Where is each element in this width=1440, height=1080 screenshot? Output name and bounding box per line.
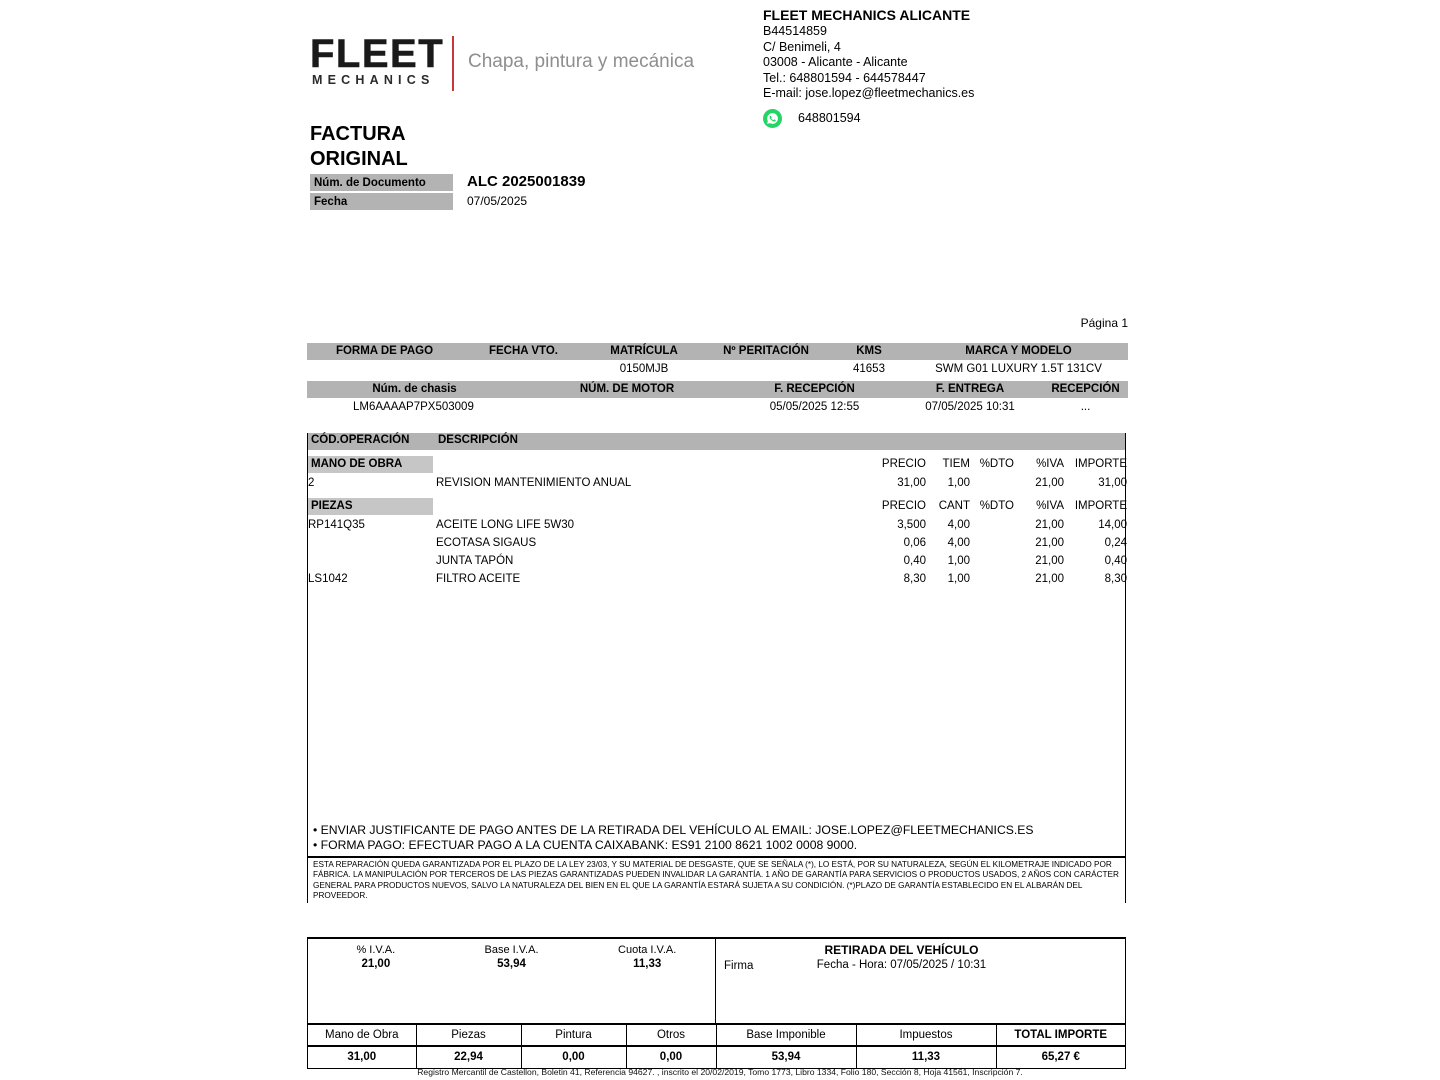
val-piezas: 22,94 (416, 1046, 521, 1068)
col-kms: KMS (829, 343, 909, 360)
col-base-imponible: Base Imponible (716, 1024, 856, 1046)
item-importe: 8,30 (1104, 573, 1127, 585)
document-header (310, 6, 1130, 125)
table-row (307, 398, 1128, 417)
document-date-value: 07/05/2025 (467, 194, 528, 208)
section-label-cell (308, 450, 854, 474)
item-dto (970, 516, 1014, 534)
col-marca-y-modelo: MARCA Y MODELO (909, 343, 1128, 360)
col-impuestos: Impuestos (856, 1024, 996, 1046)
vehicle-info-tables (307, 343, 1128, 417)
company-address: C/ Benimeli, 4 (763, 39, 841, 54)
company-email: E-mail: jose.lopez@fleetmechanics.es (763, 86, 975, 101)
item-cant: 1,00 (947, 555, 970, 567)
document-number-row (310, 174, 730, 191)
whatsapp-row (763, 109, 1133, 128)
page-title: FACTURA (310, 123, 406, 145)
col-f-recepcion: F. RECEPCIÓN (732, 381, 897, 398)
line-items-header (308, 433, 1125, 450)
pickup-section (716, 939, 1125, 1023)
item-precio: 3,500 (897, 519, 926, 531)
item-importe: 14,00 (1098, 519, 1127, 531)
table-row (307, 360, 1128, 379)
page-number: Página 1 (1080, 316, 1128, 330)
item-precio: 0,40 (903, 555, 926, 567)
registry-footer: Registro Mercantil de Castellon, Boletin 41, Referencia 94627. , inscrito el 20/02/2019, Tomo 1773, Libro 1334, Folio 180, Sección 8, Hoja 41561, Inscripción 7. (417, 1067, 1023, 1077)
col-total-importe: TOTAL IMPORTE (996, 1024, 1125, 1046)
vehicle-table-secondary (307, 381, 1128, 417)
item-iva: 21,00 (1035, 555, 1064, 567)
section-header-parts (308, 492, 1127, 516)
item-precio: 0,06 (903, 537, 926, 549)
document-number-label: Núm. de Documento (310, 174, 453, 191)
logo-wordmark-mechanics: MECHANICS (312, 73, 435, 87)
item-cod: 2 (308, 477, 315, 489)
val-total-importe: 65,27 € (996, 1046, 1125, 1068)
col-matricula: MATRÍCULA (585, 343, 703, 360)
item-importe: 0,40 (1104, 555, 1127, 567)
table-row (308, 516, 1127, 534)
section-header-labour (308, 450, 1127, 474)
val-marca-y-modelo: SWM G01 LUXURY 1.5T 131CV (935, 363, 1102, 375)
val-pintura: 0,00 (521, 1046, 626, 1068)
company-details (763, 6, 1133, 128)
document-date-row (310, 193, 730, 210)
totals-panel (307, 937, 1126, 1069)
item-desc: JUNTA TAPÓN (436, 555, 514, 567)
item-cant: 4,00 (947, 519, 970, 531)
col-recepcion: RECEPCIÓN (1043, 381, 1128, 398)
notes-panel (307, 823, 1126, 903)
tax-summary (308, 939, 716, 1023)
item-iva: 21,00 (1035, 537, 1064, 549)
invoice-copy-type: ORIGINAL (310, 148, 408, 170)
tax-cuota-value: 11,33 (633, 958, 662, 970)
logo-divider (452, 36, 454, 91)
item-cant: 4,00 (947, 537, 970, 549)
col-dto-labour: %DTO (979, 458, 1014, 470)
totals-table (308, 1023, 1125, 1068)
item-importe: 0,24 (1104, 537, 1127, 549)
item-desc: FILTRO ACEITE (436, 573, 521, 585)
invoice-title-block (310, 122, 730, 210)
table-header-row (307, 343, 1128, 360)
table-row (308, 474, 1127, 492)
val-forma-de-pago (307, 360, 462, 379)
col-num-motor: NÚM. DE MOTOR (522, 381, 732, 398)
line-items-panel (307, 433, 1126, 854)
col-forma-de-pago: FORMA DE PAGO (307, 343, 462, 360)
val-mano-de-obra: 31,00 (308, 1046, 416, 1068)
item-cod: RP141Q35 (308, 519, 365, 531)
document-date-label: Fecha (310, 193, 453, 210)
item-iva: 21,00 (1035, 519, 1064, 531)
item-iva: 21,00 (1035, 477, 1064, 489)
item-iva: 21,00 (1035, 573, 1064, 585)
col-importe-parts: IMPORTE (1074, 500, 1127, 512)
col-cod-operacion: CÓD.OPERACIÓN (311, 434, 410, 446)
item-cod: LS1042 (308, 573, 348, 585)
warranty-legal-text: ESTA REPARACIÓN QUEDA GARANTIZADA POR EL PLAZO DE LA LEY 23/03, Y SU MATERIAL DE DESGASTE, QUE SE SEÑALA (*), LO ESTÁ, POR SU NATURALEZA, SEGÚN EL KILOMETRAJE INDICADO POR FÁBRICA. LA MANIPULACIÓN POR TERCEROS DE LAS PIEZAS GARANTIZADAS PUEDEN INVALIDAR LA GARANTÍA. 1 AÑO DE GARANTÍA PARA SERVICIOS O PRODUCTOS USADOS, 2 AÑOS CON CARÁCTER GENERAL PARA PRODUCTOS NUEVOS, SALVO LA NATURALEZA DEL BIEN EN EL QUE LA GARANTÍA ESTARÁ SUJETA A SU CONDICIÓN. (*)PLAZO DE GARANTÍA ESTABLECIDO EN EL ALBARÁN DEL PROVEEDOR. (313, 860, 1119, 900)
item-importe: 31,00 (1098, 477, 1127, 489)
col-dto-parts: %DTO (979, 500, 1014, 512)
val-matricula: 0150MJB (619, 363, 669, 375)
note-payment-proof: • ENVIAR JUSTIFICANTE DE PAGO ANTES DE LA RETIRADA DEL VEHÍCULO AL EMAIL: JOSE.LOPEZ@FLEETMECHANICS.ES (313, 823, 1034, 837)
company-name: FLEET MECHANICS ALICANTE (763, 7, 971, 23)
item-cod (308, 534, 436, 552)
val-recepcion: ... (1080, 401, 1091, 413)
table-row (308, 534, 1127, 552)
company-tax-id: B44514859 (763, 24, 827, 38)
item-cant: 1,00 (947, 573, 970, 585)
col-mano-de-obra: Mano de Obra (308, 1024, 416, 1046)
val-num-peritacion (703, 360, 829, 379)
note-payment-method: • FORMA PAGO: EFECTUAR PAGO A LA CUENTA CAIXABANK: ES91 2100 8621 1002 0008 9000. (313, 838, 858, 852)
tax-cuota-cell (579, 939, 715, 1023)
val-f-entrega: 07/05/2025 10:31 (925, 401, 1015, 413)
item-desc: ECOTASA SIGAUS (436, 537, 537, 549)
tax-base-value: 53,94 (497, 958, 526, 970)
col-iva-parts: %IVA (1036, 500, 1064, 512)
col-piezas: Piezas (416, 1024, 521, 1046)
tax-base-cell (444, 939, 580, 1023)
table-header-row (308, 1024, 1125, 1046)
col-pintura: Pintura (521, 1024, 626, 1046)
company-city: 03008 - Alicante - Alicante (763, 55, 908, 70)
tax-and-pickup-row (308, 939, 1125, 1023)
tax-pct-value: 21,00 (361, 958, 391, 970)
col-otros: Otros (626, 1024, 716, 1046)
logo-wordmark-fleet: FLEET (310, 32, 445, 76)
company-logo (310, 32, 695, 94)
table-row (308, 552, 1127, 570)
col-precio-parts: PRECIO (881, 500, 926, 512)
col-precio-labour: PRECIO (881, 458, 926, 470)
whatsapp-number: 648801594 (798, 110, 861, 125)
tax-pct-label: % I.V.A. (356, 944, 396, 956)
col-descripcion: DESCRIPCIÓN (438, 434, 518, 446)
pickup-title: RETIRADA DEL VEHÍCULO (824, 943, 979, 957)
val-kms: 41653 (853, 363, 885, 375)
val-num-motor (522, 398, 732, 417)
signature-label: Firma (724, 960, 754, 972)
table-row (308, 1046, 1125, 1068)
col-fecha-vto: FECHA VTO. (462, 343, 585, 360)
tax-cuota-label: Cuota I.V.A. (618, 944, 677, 956)
val-f-recepcion: 05/05/2025 12:55 (769, 401, 860, 413)
item-precio: 8,30 (903, 573, 926, 585)
company-phone: Tel.: 648801594 - 644578447 (763, 70, 926, 85)
col-num-peritacion: Nº PERITACIÓN (703, 343, 829, 360)
vehicle-table-primary (307, 343, 1128, 379)
item-cod (308, 552, 436, 570)
col-f-entrega: F. ENTREGA (897, 381, 1043, 398)
table-header-row (307, 381, 1128, 398)
item-desc: ACEITE LONG LIFE 5W30 (436, 519, 575, 531)
val-otros: 0,00 (626, 1046, 716, 1068)
val-impuestos: 11,33 (856, 1046, 996, 1068)
table-row (308, 570, 1127, 588)
item-tiem: 1,00 (947, 477, 970, 489)
val-base-imponible: 53,94 (716, 1046, 856, 1068)
col-num-chasis: Núm. de chasis (307, 381, 522, 398)
tax-base-label: Base I.V.A. (484, 944, 539, 956)
line-items-table (308, 450, 1127, 588)
document-number-value: ALC 2025001839 (467, 173, 586, 190)
col-cant: CANT (938, 500, 970, 512)
col-importe-labour: IMPORTE (1074, 458, 1127, 470)
item-desc: REVISION MANTENIMIENTO ANUAL (436, 477, 632, 489)
tax-pct-cell (308, 939, 444, 1023)
col-tiem: TIEM (942, 458, 970, 470)
item-dto (970, 570, 1014, 588)
col-iva-labour: %IVA (1036, 458, 1064, 470)
section-badge-mano-de-obra: MANO DE OBRA (308, 456, 433, 473)
item-precio: 31,00 (897, 477, 926, 489)
whatsapp-icon (763, 109, 782, 128)
item-dto (970, 552, 1014, 570)
val-fecha-vto (462, 360, 585, 379)
pickup-datetime: Fecha - Hora: 07/05/2025 / 10:31 (816, 959, 987, 971)
section-label-cell (308, 492, 854, 516)
item-dto (970, 474, 1014, 492)
company-tagline: Chapa, pintura y mecánica (468, 51, 695, 72)
item-dto (970, 534, 1014, 552)
section-badge-piezas: PIEZAS (308, 498, 433, 515)
val-num-chasis: LM6AAAAP7PX503009 (353, 401, 474, 413)
